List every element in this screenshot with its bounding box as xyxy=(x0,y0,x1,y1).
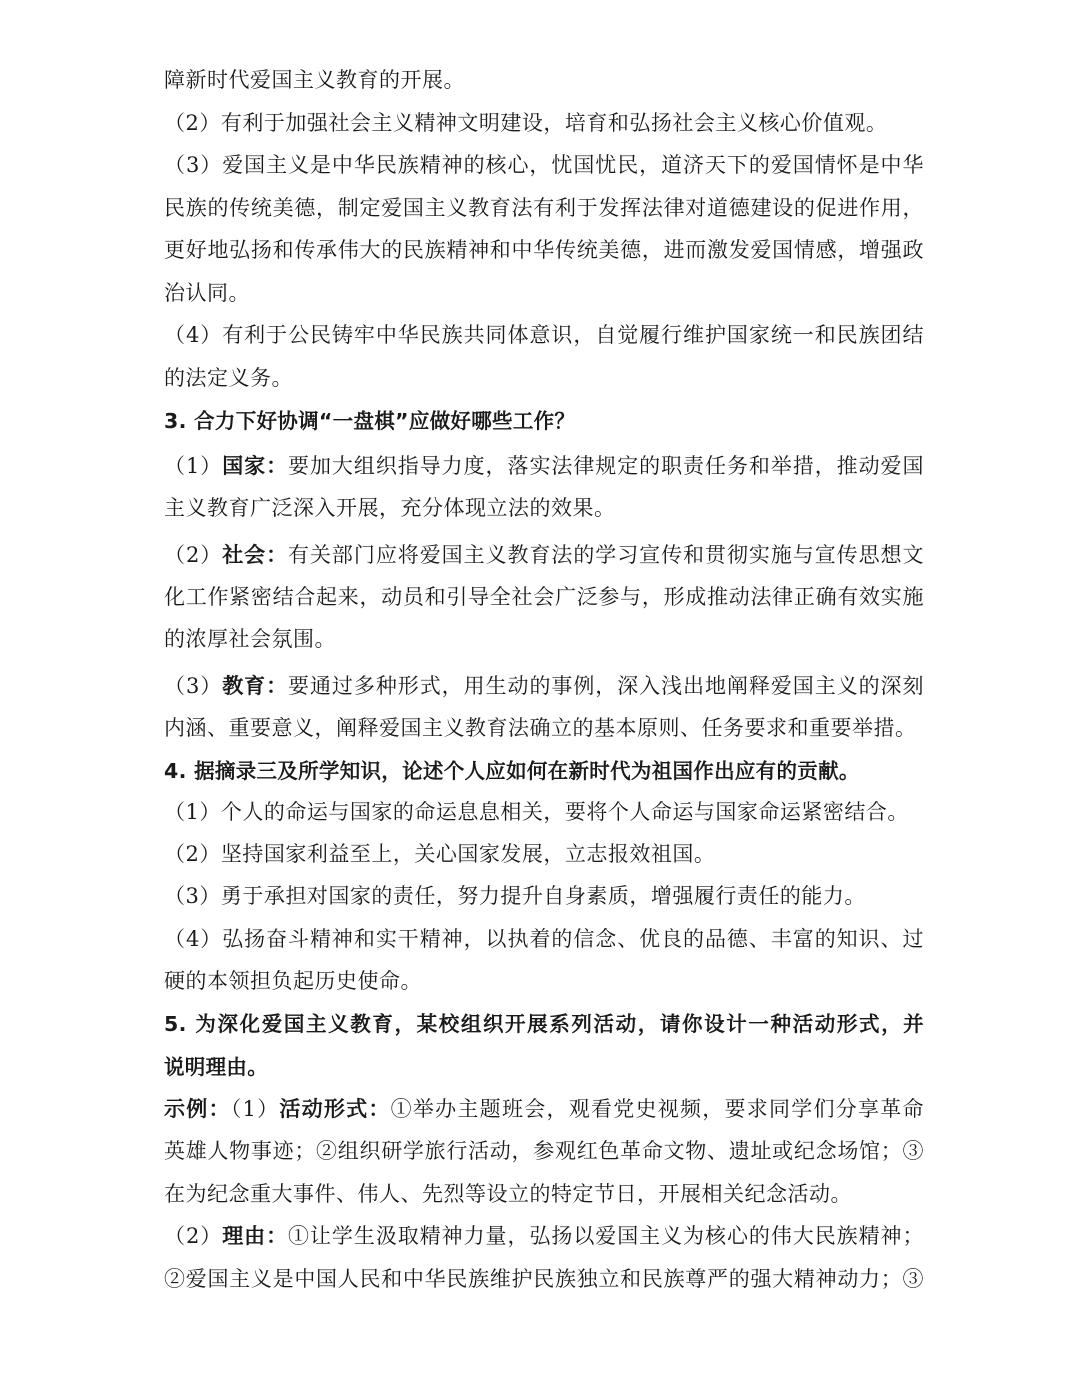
item-number: （2） xyxy=(164,543,223,567)
list-item: （3）勇于承担对国家的责任，努力提升自身素质，增强履行责任的能力。 xyxy=(164,884,866,908)
item-label: 社会： xyxy=(222,543,289,567)
list-item xyxy=(164,672,924,700)
text-line: 的法定义务。 xyxy=(164,366,293,390)
list-item: （3）爱国主义是中华民族精神的核心，忧国忧民，道济天下的爱国情怀是中华 xyxy=(164,153,924,177)
text-line: ②爱国主义是中国人民和中华民族维护民族独立和民族尊严的强大精神动力；③ xyxy=(164,1267,924,1291)
text-line: 更好地弘扬和传承伟大的民族精神和中华传统美德，进而激发爱国情感，增强政 xyxy=(164,238,924,262)
question-heading: 3. 合力下好协调“一盘棋”应做好哪些工作？ xyxy=(164,409,576,433)
item-text: 有关部门应将爱国主义教育法的学习宣传和贯彻实施与宣传思想文 xyxy=(288,543,924,567)
item-text: ①举办主题班会，观看党史视频，要求同学们分享革命 xyxy=(390,1097,924,1121)
item-label: 理由： xyxy=(222,1224,289,1248)
list-item xyxy=(164,452,924,480)
item-text: 要通过多种形式，用生动的事例，深入浅出地阐释爱国主义的深刻 xyxy=(288,674,924,698)
question-heading: 4. 据摘录三及所学知识，论述个人应如何在新时代为祖国作出应有的贡献。 xyxy=(164,759,860,783)
text-line: 在为纪念重大事件、伟人、先烈等设立的特定节日，开展相关纪念活动。 xyxy=(164,1182,852,1206)
item-number: （1） xyxy=(164,454,223,478)
item-label: 活动形式： xyxy=(279,1097,391,1121)
question-heading: 5. 为深化爱国主义教育，某校组织开展系列活动，请你设计一种活动形式，并 xyxy=(164,1012,924,1036)
list-item xyxy=(164,1222,924,1250)
item-number: （1） xyxy=(230,1097,280,1121)
text-line: 化工作紧密结合起来，动员和引导全社会广泛参与，形成推动法律正确有效实施 xyxy=(164,585,924,609)
list-item: （4）有利于公民铸牢中华民族共同体意识，自觉履行维护国家统一和民族团结 xyxy=(164,323,924,347)
text-line: 内涵、重要意义，阐释爱国主义教育法确立的基本原则、任务要求和重要举措。 xyxy=(164,716,917,740)
question-heading: 说明理由。 xyxy=(164,1055,268,1079)
list-item xyxy=(164,541,924,569)
text-line: 主义教育广泛深入开展，充分体现立法的效果。 xyxy=(164,496,616,520)
list-item: （1）个人的命运与国家的命运息息相关，要将个人命运与国家命运紧密结合。 xyxy=(164,800,909,824)
item-text: ①让学生汲取精神力量，弘扬以爱国主义为核心的伟大民族精神； xyxy=(288,1224,924,1248)
item-number: （3） xyxy=(164,674,223,698)
item-number: （2） xyxy=(164,1224,223,1248)
text-line: 硬的本领担负起历史使命。 xyxy=(164,969,422,993)
list-item: （2）有利于加强社会主义精神文明建设，培育和弘扬社会主义核心价值观。 xyxy=(164,111,888,135)
list-item: （4）弘扬奋斗精神和实干精神，以执着的信念、优良的品德、丰富的知识、过 xyxy=(164,927,924,951)
item-label: 国家： xyxy=(222,454,289,478)
list-item xyxy=(164,1095,924,1123)
text-line: 的浓厚社会氛围。 xyxy=(164,627,336,651)
example-label: 示例： xyxy=(164,1097,231,1121)
list-item: （2）坚持国家利益至上，关心国家发展，立志报效祖国。 xyxy=(164,842,716,866)
text-line: 英雄人物事迹；②组织研学旅行活动，参观红色革命文物、遗址或纪念场馆；③ xyxy=(164,1139,924,1163)
text-line: 治认同。 xyxy=(164,281,250,305)
item-label: 教育： xyxy=(222,674,289,698)
item-text: 要加大组织指导力度，落实法律规定的职责任务和举措，推动爱国 xyxy=(288,454,924,478)
text-line: 障新时代爱国主义教育的开展。 xyxy=(164,68,465,92)
text-line: 民族的传统美德，制定爱国主义教育法有利于发挥法律对道德建设的促进作用， xyxy=(164,196,924,220)
